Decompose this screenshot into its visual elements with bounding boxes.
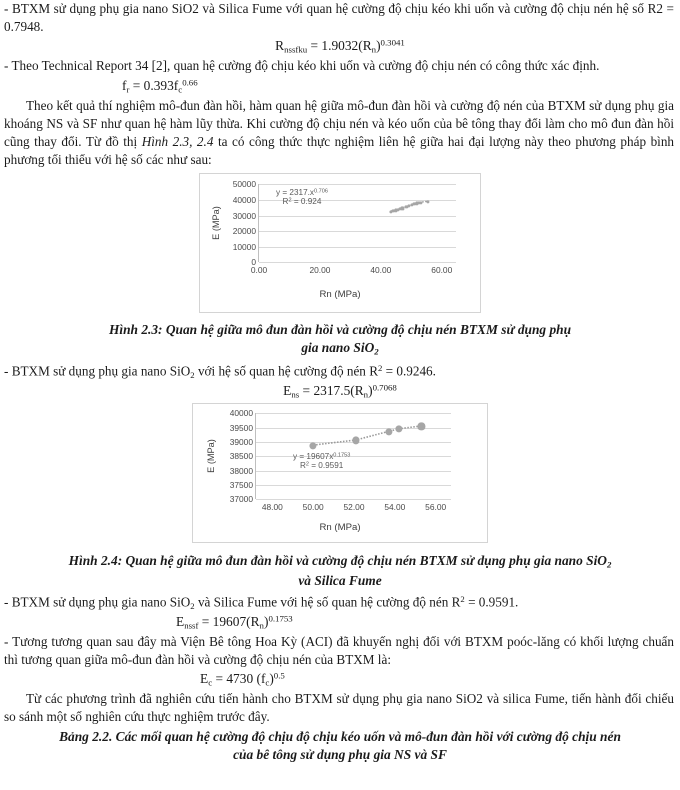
paragraph-5-c: = 0.9591. (464, 594, 519, 610)
x-axis-tick-label: 50.00 (302, 502, 324, 513)
formula-5-paren: ) (269, 670, 274, 686)
chart1-r2-sup: 2 (288, 197, 292, 204)
chart2-r2-value: = 0.9591 (308, 461, 344, 471)
chart1-x-axis-title: Rn (MPa) (319, 289, 361, 301)
formula-3-exponent: 0.7068 (372, 382, 397, 393)
paragraph-4 (0, 362, 680, 381)
chart1-trendline-equation (276, 188, 328, 206)
caption-figure-2-3 (0, 321, 680, 358)
formula-1-lhs: R (275, 38, 285, 54)
gridline (256, 456, 451, 457)
table-caption-line-2: của bê tông sử dụng phụ gia NS và SF (233, 747, 447, 763)
data-point (419, 201, 422, 204)
gridline (259, 231, 456, 232)
chart1-r2-value: = 0.924 (291, 197, 322, 207)
paragraph-3-part-b: ta có công thức thực nghiệm liên hệ giữa hai đại lượng này theo phương pháp bình phương tối thiểu với hệ số các như sau: (4, 134, 675, 168)
y-axis-tick-label: 50000 (232, 179, 256, 190)
y-axis-tick-label: 39500 (229, 422, 253, 433)
chart2-equation-text: y = 19607x (293, 452, 334, 462)
caption-2-4-line-2: và Silica Fume (298, 572, 382, 588)
x-axis-tick-label: 20.00 (309, 265, 331, 276)
paragraph-7: Từ các phương trình đã nghiên cứu tiến hành cho BTXM sử dụng phụ gia nano SiO2 và silica Fume, tiến hành đối chiếu so sánh một số nghiên cứu thực nghiệm trước đây. (4, 690, 674, 725)
paragraph-4-c: = 0.9246. (382, 363, 436, 379)
chart-figure-2-3 (199, 173, 481, 313)
chart2-y-axis-title: E (MPa) (206, 439, 216, 474)
formula-4-rhs: = 19607(R (198, 613, 260, 629)
table-caption-line-1: Bảng 2.2. Các mối quan hệ cường độ chịu độ chịu kéo uốn và mô-đun đàn hồi với cường độ chịu nén (59, 729, 621, 745)
paragraph-6: - Tương tương quan sau đây mà Viện Bê tông Hoa Kỳ (ACI) đã khuyến nghị đối với BTXM poóc-lăng có khối lượng chuẩn thì tương quan giữa mô-đun đàn hồi và cường độ chịu nén của BTXM là: (4, 633, 674, 667)
paragraph-3-part-a: Theo kết quả thí nghiệm mô-đun đàn hồi, hàm quan hệ giữa mô-đun đàn hồi và cường độ nén của BTXM sử dụng phụ gia khoáng NS và SF như quan hệ hàm lũy thừa. Khi cường độ chịu nén và kéo uốn của bê tông thay đổi làm cho mô đun đàn hồi cũng thay đổi. Từ đồ thị (4, 97, 674, 149)
chart1-y-axis-title: E (MPa) (211, 206, 221, 241)
formula-3-lhs-sub: ns (291, 388, 300, 399)
paragraph-5 (0, 593, 680, 612)
y-axis-tick-label: 37000 (229, 494, 253, 505)
chart-figure-2-4 (192, 403, 488, 543)
formula-2-lhs: f (122, 77, 127, 93)
formula-4-paren: ) (263, 613, 269, 629)
data-point (395, 426, 402, 433)
caption-2-4-subscript: 2 (606, 559, 612, 570)
paragraph-5-b: và Silica Fume với hệ số quan hệ cường độ nén R (194, 594, 461, 610)
formula-5-rhs: = 4730 (f (212, 670, 266, 686)
figure-reference: Hình 2.3, 2.4 (141, 134, 214, 149)
paragraph-5-sup: 2 (460, 593, 465, 604)
x-axis-tick-label: 60.00 (431, 265, 453, 276)
paragraph-4-sub: 2 (190, 369, 195, 380)
gridline (256, 471, 451, 472)
gridline (259, 216, 456, 217)
x-axis-tick-label: 52.00 (343, 502, 365, 513)
chart1-equation-text: y = 2317.x (276, 188, 315, 198)
gridline (259, 247, 456, 248)
chart1-r2-label: R (282, 197, 289, 207)
gridline (259, 262, 456, 263)
gridline (256, 485, 451, 486)
caption-figure-2-4 (0, 552, 680, 589)
chart2-equation-exponent: 0.1753 (333, 452, 351, 459)
formula-2-exponent: 0.66 (182, 77, 198, 88)
formula-5-exponent: 0.5 (273, 670, 285, 681)
paragraph-5-sub: 2 (190, 600, 195, 611)
formula-3-paren: ) (368, 382, 373, 398)
chart2-plot-area (229, 408, 451, 513)
y-axis-tick-label: 0 (251, 257, 256, 268)
formula-enssf (0, 613, 680, 632)
formula-4-exponent: 0.1753 (268, 613, 293, 624)
formula-1-lhs-sub: nssfku (284, 44, 308, 55)
y-axis-tick-label: 40000 (229, 408, 253, 419)
formula-3-lhs: E (283, 382, 292, 398)
paragraph-1: - BTXM sử dụng phụ gia nano SiO2 và Silica Fume với quan hệ cường độ chịu kéo khi uốn và cường độ chịu nén hệ số R2 = 0.7948. (4, 1, 674, 35)
formula-4-lhs-sub: nssf (184, 620, 199, 631)
chart2-r2-sup: 2 (305, 461, 309, 468)
formula-3-rhs-sub: n (363, 388, 369, 399)
formula-2-sub: c (178, 84, 183, 95)
gridline (256, 413, 451, 414)
x-axis-tick-label: 54.00 (384, 502, 406, 513)
data-point (426, 200, 429, 203)
formula-5-rhs-sub: c (265, 677, 270, 688)
formula-2-lhs-sub: r (126, 84, 130, 95)
paragraph-4-b: với hệ số quan hệ cường độ nén R (194, 363, 378, 379)
y-axis-tick-label: 10000 (232, 241, 256, 252)
x-axis-tick-label: 40.00 (370, 265, 392, 276)
y-axis-tick-label: 30000 (232, 210, 256, 221)
gridline (256, 499, 451, 500)
formula-1-paren: ) (376, 38, 381, 54)
y-axis-tick-label: 38500 (229, 451, 253, 462)
formula-3-rhs: = 2317.5(R (299, 382, 364, 398)
paragraph-2: - Theo Technical Report 34 [2], quan hệ cường độ chịu kéo khi uốn và cường độ chịu nén có công thức xác định. (4, 58, 600, 74)
y-axis-tick-label: 20000 (232, 226, 256, 237)
paragraph-4-a: - BTXM sử dụng phụ gia nano SiO (4, 363, 191, 379)
caption-2-4-line-1-text: Hình 2.4: Quan hệ giữa mô đun đàn hồi và cường độ chịu nén BTXM sử dụng phụ gia nano SiO (68, 553, 607, 569)
formula-4-rhs-sub: n (259, 620, 264, 631)
x-axis-tick-label: 0.00 (250, 265, 268, 276)
paragraph-3 (0, 97, 680, 170)
gridline (259, 184, 456, 185)
chart1-equation-exponent: 0.706 (314, 188, 328, 195)
caption-2-4-line-1 (14, 552, 666, 571)
y-axis-tick-label: 40000 (232, 195, 256, 206)
chart2-trendline-equation (293, 452, 350, 470)
paragraph-5-a: - BTXM sử dụng phụ gia nano SiO (4, 594, 191, 610)
formula-1-exponent: 0.3041 (380, 38, 405, 49)
data-point (401, 207, 404, 210)
formula-5-lhs-sub: c (208, 677, 213, 688)
formula-ens (0, 382, 680, 401)
formula-5-lhs: E (200, 670, 209, 686)
x-axis-tick-label: 56.00 (425, 502, 447, 513)
caption-table-2-2 (0, 728, 680, 764)
data-point (385, 428, 392, 435)
formula-2-mid: = 0.393f (129, 77, 179, 93)
caption-2-3-line-2 (40, 339, 640, 358)
formula-1-rhs-sub: n (371, 44, 377, 55)
data-point (418, 423, 425, 430)
chart2-x-axis-title: Rn (MPa) (319, 522, 361, 534)
y-axis-tick-label: 39000 (229, 437, 253, 448)
formula-rnssfku (0, 37, 680, 56)
formula-1-rhs: = 1.9032(R (307, 38, 372, 54)
caption-2-3-line-1: Hình 2.3: Quan hệ giữa mô đun đàn hồi và cường độ chịu nén BTXM sử dụng phụ (108, 322, 572, 338)
y-axis-tick-label: 38000 (229, 465, 253, 476)
x-axis-tick-label: 48.00 (261, 502, 283, 513)
formula-fr (0, 77, 680, 96)
caption-2-3-subscript: 2 (374, 346, 379, 357)
chart2-r2-label: R (299, 461, 306, 471)
data-point (310, 442, 317, 449)
formula-ec (0, 670, 680, 689)
formula-4-lhs: E (176, 613, 185, 629)
paragraph-4-sup: 2 (377, 362, 383, 373)
caption-2-3-line-2-text: gia nano SiO (301, 340, 375, 356)
y-axis-tick-label: 37500 (229, 480, 253, 491)
